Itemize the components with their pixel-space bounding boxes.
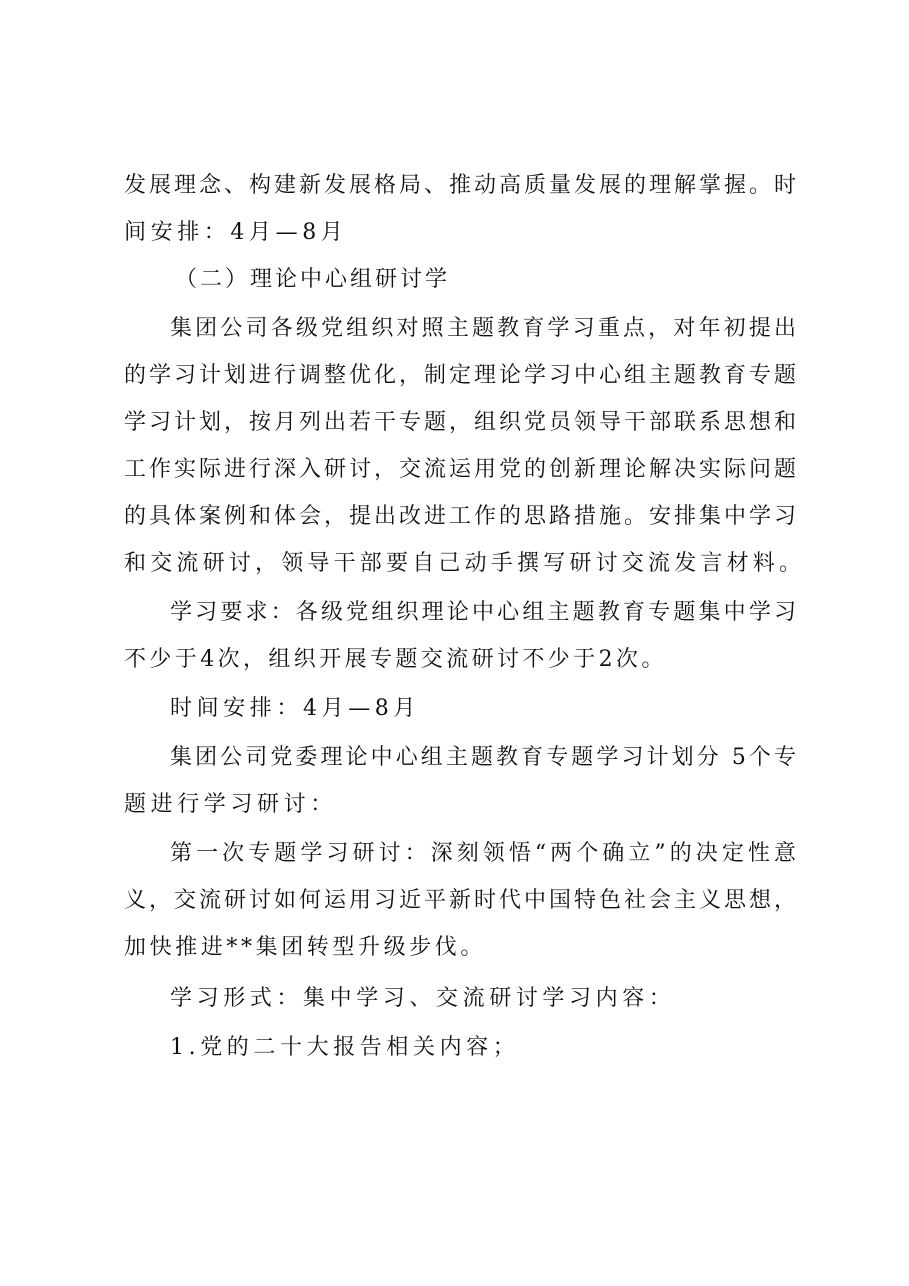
text-line: 工作实际进行深入研讨，交流运用党的创新理论解决实际问题 [124, 457, 796, 482]
text-line: 1.党的二十大报告相关内容； [170, 1035, 520, 1060]
paragraph [124, 589, 796, 683]
text-line: 和交流研讨，领导干部要自己动手撰写研讨交流发言材料。 [124, 551, 806, 576]
text-line: 时间安排：4月—8月 [170, 696, 420, 721]
text-line: 集团公司党委理论中心组主题教育专题学习计划分 5个专 [170, 745, 796, 770]
text-line: 集团公司各级党组织对照主题教育学习重点，对年初提出 [170, 316, 796, 341]
section-heading [124, 256, 796, 303]
text-line: 学习要求：各级党组织理论中心组主题教育专题集中学习 [170, 600, 796, 625]
paragraph [124, 734, 796, 828]
text-line: 第一次专题学习研讨：深刻领悟“两个确立”的决定性意 [170, 841, 796, 866]
text-line: 的学习计划进行调整优化，制定理论学习中心组主题教育专题 [124, 363, 796, 388]
text-line: 义，交流研讨如何运用习近平新时代中国特色社会主义思想， [124, 888, 796, 913]
text-line: 不少于4次，组织开展专题交流研讨不少于2次。 [124, 647, 667, 672]
text-line: 加快推进**集团转型升级步伐。 [124, 935, 487, 960]
list-item [124, 1024, 796, 1071]
text-line: 学习计划，按月列出若干专题，组织党员领导干部联系思想和 [124, 410, 796, 435]
text-line: 学习形式：集中学习、交流研讨学习内容： [170, 986, 676, 1011]
document-page [124, 162, 806, 1071]
text-line: 的具体案例和体会，提出改进工作的思路措施。安排集中学习 [124, 504, 796, 529]
text-line: 题进行学习研讨： [124, 792, 337, 817]
text-line: 间安排：4月—8月 [124, 220, 348, 245]
paragraph [124, 975, 796, 1022]
text-line: 发展理念、构建新发展格局、推动高质量发展的理解掌握。时 [124, 173, 796, 198]
heading-text: （二）理论中心组研讨学 [175, 267, 451, 292]
paragraph [124, 685, 796, 732]
paragraph [124, 162, 796, 256]
paragraph [124, 830, 796, 971]
paragraph [124, 305, 806, 587]
